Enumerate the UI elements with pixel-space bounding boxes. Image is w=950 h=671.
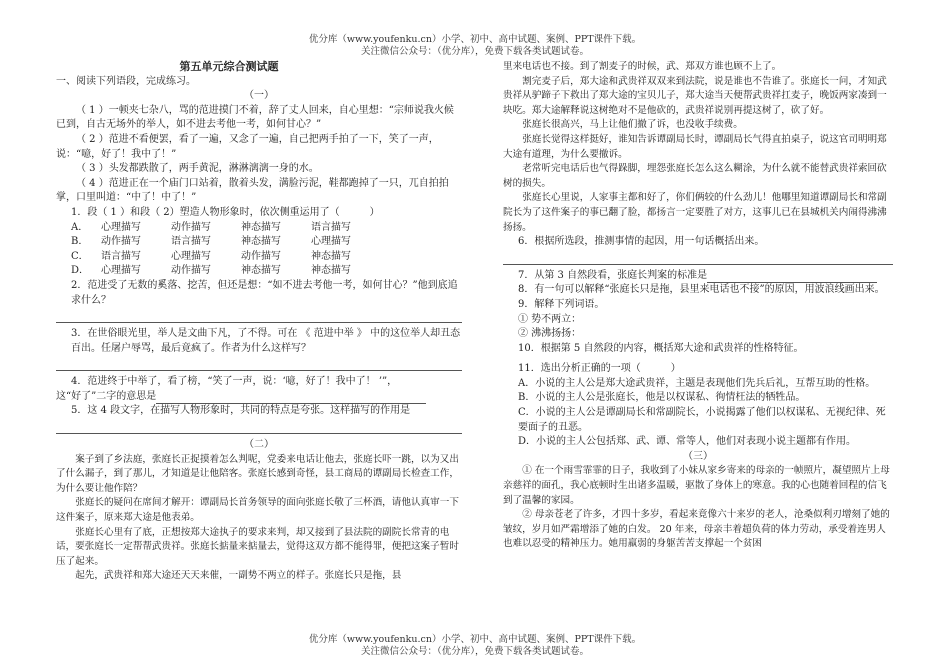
story-para-9: 老常听完电话后也气得跺脚，埋怨张庭长怎么这么糊涂，为什么就不能替武贵祥索回砍树的损失。	[503, 163, 887, 189]
passage3-para-2: ② 母亲苍老了许多，才四十多岁，看起来竟像六十来岁的老人，沧桑似利刃增刻了她的皱纹，岁月如严霜增添了她的白发。 20 年来，母亲丰着超负荷的体力劳动，承受着连男人也难以忍受的精神压力。她用羸弱的身躯苦苦支撑起一个贫困	[503, 509, 890, 550]
story-para-5: 里来电话也不接。到了割麦子的时候，武、郑双方谁也顾不上了。	[503, 61, 782, 72]
option-letter: B．	[71, 236, 89, 248]
story-para-7: 张庭长很高兴，马上让他们撤了诉，也没收手续费。	[522, 119, 743, 131]
answer-line[interactable]	[56, 358, 462, 371]
right-column	[503, 60, 893, 552]
option-item: 动作描写	[171, 265, 211, 277]
part-three-label: （三）	[683, 450, 713, 462]
option-item: 心理描写	[101, 265, 141, 277]
option-item: 神态描写	[241, 221, 281, 233]
passage-para-2: （ 2 ）范进不看便罢，看了一遍，又念了一遍，自己把两手拍了一下，笑了一声，说：“噫，好了！我中了！”	[56, 133, 439, 160]
watermark-footer	[0, 634, 950, 658]
option-item: 动作描写	[171, 221, 211, 233]
answer-line[interactable]	[503, 252, 893, 265]
passage-para-3: （ 3 ）头发都跌散了，两手黄泥，淋淋漓漓一身的水。	[76, 163, 319, 175]
story-para-4: 起先，武贵祥和郑大途还天天来催，一副势不两立的样子。张庭长只是拖，县	[75, 570, 402, 582]
header-line-2: 关注微信公众号：（优分库），免费下载各类试题试卷。	[360, 46, 589, 57]
story-para-10: 张庭长心里说，人家事主都和好了，你们俩较的什么劲儿！他哪里知道谭副局长和常副院长为了这件案子的事已翻了脸，都扬言一定要胜了对方，这事儿已在县城机关内闹得沸沸扬扬。	[503, 192, 887, 233]
question-3: 3．在世俗眼光里，举人是文曲下凡，了不得。可在 《 范进中举 》 中的这位举人却丑态百出。任屠户辱骂，最后竟疯了。作者为什么这样写？	[71, 328, 461, 354]
left-column	[56, 60, 462, 584]
question-8: 8．有一句可以解释“张庭长只是拖，县里来电话也不接”的原因，用波浪线画出来。	[518, 284, 885, 296]
story-para-8: 张庭长觉得这样挺好，谁知告诉谭副局长时，谭副局长气得直拍桌子，说这官司明明郑大途有道理，为什么要撤诉。	[503, 133, 887, 160]
q11-option-c[interactable]: C．小说的主人公是谭副局长和常副院长，小说揭露了他们以权谋私、无视纪律、死要面子的丑恶。	[518, 407, 886, 433]
question-4-b	[56, 390, 462, 405]
question-7	[503, 269, 893, 284]
part-one-label: （一）	[244, 90, 274, 102]
option-item: 心理描写	[311, 236, 351, 248]
question-1: 1．段（ 1 ）和段（ 2）塑造人物形象时，依次侧重运用了（ ）	[71, 206, 380, 218]
q1-option-b[interactable]	[56, 235, 462, 250]
option-item: 语言描写	[311, 221, 351, 233]
story-para-3: 张庭长心里有了底，正想按郑大途执子的要求来判，却又接到了县法院的副院长常青的电话，要张庭长一定帮帮武贵祥。张庭长掂量来掂量去，觉得这双方都不能得罪，便把这案子暂时压了起来。	[56, 526, 459, 567]
answer-line[interactable]	[56, 310, 462, 323]
question-7-text: 7．从第 3 自然段看，张庭长判案的标准是	[518, 269, 708, 281]
passage-para-4: （ 4 ）范进正在一个庙门口站着，散着头发，满脸污泥，鞋都跑掉了一只，兀自拍拍掌，口里叫道：“中了！中了！”	[56, 177, 449, 204]
question-6: 6．根据所选段，推测事情的起因，用一句话概括出来。	[518, 236, 765, 248]
question-2: 2．范进受了无数的奚落、挖苦，但还是想：“如不进去考他一考，如何甘心？”他到底追求什么？	[71, 279, 458, 306]
q11-option-d[interactable]: D．小说的主人公包括郑、武、谭、常等人，他们对表现小说主题都有作用。	[518, 436, 857, 448]
footer-line-1: 优分库（www.youfenku.cn）小学、初中、高中试题、案例、PPT课件下载。	[308, 634, 642, 645]
option-item: 神态描写	[241, 236, 281, 248]
option-item: 语言描写	[171, 236, 211, 248]
question-4-a: 4．范进终于中举了，看了榜，“笑了一声，说：‘噫，好了！我中了！ ’”，	[71, 376, 398, 388]
header-line-1: 优分库（www.youfenku.cn）小学、初中、高中试题、案例、PPT课件下载。	[308, 34, 642, 45]
option-letter: C．	[71, 250, 89, 262]
question-4-b-text: 这“好了”二字的意思是	[56, 390, 157, 402]
question-9-item-1: ① 势不两立：	[518, 313, 582, 325]
question-9: 9．解释下列词语。	[518, 298, 605, 310]
q11-option-a[interactable]: A．小说的主人公是郑大途武贵祥，主题是表现他们先兵后礼，互帮互助的性格。	[518, 377, 876, 389]
option-item: 神态描写	[311, 265, 351, 277]
passage-para-1: （ 1 ）一顿夹七杂八，骂的范进摸门不着，辞了丈人回来，自心里想：“宗师说我火候已到，自古无场外的举人，如不进去考他一考，如何甘心？”	[56, 104, 454, 131]
exam-title: 第五单元综合测试题	[179, 60, 279, 73]
option-letter: D．	[71, 265, 90, 277]
footer-line-2: 关注微信公众号：（优分库），免费下载各类试题试卷。	[360, 646, 589, 657]
answer-blank[interactable]	[707, 272, 877, 283]
part-two-label: （二）	[244, 439, 274, 451]
q1-option-c[interactable]	[56, 250, 462, 265]
story-para-2: 张庭长的疑问在席间才解开：谭副局长首务领导的面向张庭长敬了三杯酒，请他认真审一下这件案子，原来郑大途是他表弟。	[56, 497, 459, 524]
question-11: 11．选出分析正确的一项（ ）	[518, 363, 681, 375]
option-item: 神态描写	[311, 250, 351, 262]
question-9-item-2: ② 沸沸扬扬：	[518, 328, 582, 340]
q1-option-d[interactable]	[56, 264, 462, 279]
section-heading: 一、阅读下列语段，完成练习。	[56, 75, 196, 87]
option-item: 神态描写	[241, 265, 281, 277]
answer-line[interactable]	[56, 421, 462, 434]
q1-option-a[interactable]	[56, 221, 462, 236]
question-5: 5．这 4 段文字，在描写人物形象时，共同的特点是夸张。这样描写的作用是	[71, 405, 411, 417]
option-item: 动作描写	[101, 236, 141, 248]
option-item: 语言描写	[101, 250, 141, 262]
story-para-6: 割完麦子后，郑大途和武贵祥双双来到法院，说是谁也不告谁了。张庭长一问，才知武贵祥从驴蹄子下救出了郑大途的宝贝儿子，郑大途当天便帮武贵祥扛麦子，晚饭两家凑到一块吃。郑大途解释说这树绝对不是他砍的，武贵祥说别再提这树了，砍了好。	[503, 75, 887, 116]
passage3-para-1: ① 在一个雨雪霏霏的日子，我收到了小妹从家乡寄来的母亲的一帧照片，凝望照片上母亲慈祥的面孔，我心底顿时生出诸多温暖，驱散了身体上的寒意。我的心也随着回程的信飞到了温馨的家园。	[503, 465, 890, 506]
option-item: 心理描写	[101, 221, 141, 233]
question-10: 10．根据第 5 自然段的内容，概括郑大途和武贵祥的性格特征。	[518, 342, 804, 354]
watermark-header	[0, 34, 950, 58]
answer-blank[interactable]	[156, 393, 426, 404]
option-item: 动作描写	[241, 250, 281, 262]
q11-option-b[interactable]: B．小说的主人公是张庭长，他是以权谋私、徇情枉法的牺牲品。	[518, 392, 806, 404]
option-item: 心理描写	[171, 250, 211, 262]
option-letter: A．	[71, 221, 89, 233]
story-para-1: 案子到了乡法庭，张庭长正捉摸着怎么判呢，党委来电话让他去，张庭长吓一跳，以为又出了什么漏子，到了那儿，才知道是让他陪客。张庭长感到奇怪，县工商局的谭副局长检查工作，为什么要让他作陪？	[56, 453, 459, 494]
